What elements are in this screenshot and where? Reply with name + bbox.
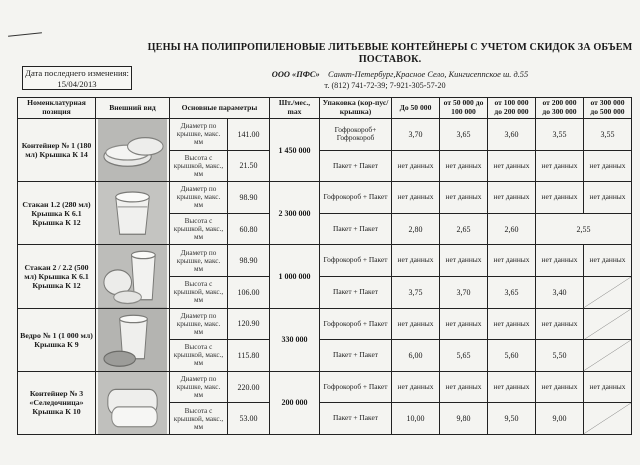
header-qty: Шт./мес., max (270, 98, 320, 119)
company-phones: т. (812) 741-72-39; 7-921-305-57-20 (324, 81, 446, 90)
param-value: 115.80 (228, 340, 270, 372)
monthly-qty: 1 450 000 (270, 119, 320, 182)
price-cell: нет данных (488, 182, 536, 214)
packaging: Пакет + Пакет (320, 340, 392, 372)
price-cell: нет данных (536, 245, 584, 277)
price-cell: 3,60 (488, 119, 536, 151)
price-cell: 2,80 (392, 213, 440, 245)
product-photo (96, 245, 170, 308)
price-cell: нет данных (536, 150, 584, 182)
product-name: Ведро № 1 (1 000 мл) Крышка К 9 (18, 308, 96, 371)
table-row (18, 245, 632, 277)
price-cell: нет данных (536, 182, 584, 214)
param-label: Высота с крышкой, макс., мм (170, 340, 228, 372)
price-cell: 5,65 (440, 340, 488, 372)
price-cell: нет данных (584, 245, 632, 277)
price-cell: нет данных (584, 182, 632, 214)
price-cell: 3,65 (488, 276, 536, 308)
packaging: Гофрокороб + Пакет (320, 245, 392, 277)
price-cell: нет данных (488, 150, 536, 182)
param-label: Диаметр по крышке, макс. мм (170, 119, 228, 151)
param-label: Диаметр по крышке, макс. мм (170, 182, 228, 214)
price-cell: нет данных (584, 150, 632, 182)
table-header-row (18, 98, 632, 119)
param-label: Высота с крышкой, макс., мм (170, 403, 228, 435)
header-pack: Упаковка (кор-пус/крышка) (320, 98, 392, 119)
price-cell: нет данных (440, 245, 488, 277)
packaging: Пакет + Пакет (320, 213, 392, 245)
param-value: 60.80 (228, 213, 270, 245)
product-photo (96, 119, 170, 182)
price-cell: 3,75 (392, 276, 440, 308)
param-label: Диаметр по крышке, макс. мм (170, 308, 228, 340)
scan-pen-mark (8, 32, 42, 37)
header-view: Внешний вид (96, 98, 170, 119)
packaging: Гофрокороб + Пакет (320, 308, 392, 340)
param-label: Диаметр по крышке, макс. мм (170, 245, 228, 277)
price-cell: нет данных (536, 308, 584, 340)
cup-image (98, 182, 167, 244)
price-cell: нет данных (440, 150, 488, 182)
empty-crossed-cell (584, 340, 632, 372)
price-cell: нет данных (488, 308, 536, 340)
price-cell: 9,00 (536, 403, 584, 435)
product-name: Стакан 1.2 (280 мл) Крышка К 6.1 Крышка К 12 (18, 182, 96, 245)
header-nomenclature: Номенклатурная позиция (18, 98, 96, 119)
monthly-qty: 1 000 000 (270, 245, 320, 308)
param-value: 98.90 (228, 245, 270, 277)
param-label: Высота с крышкой, макс., мм (170, 150, 228, 182)
param-value: 98.90 (228, 182, 270, 214)
price-cell: нет данных (392, 308, 440, 340)
price-cell: нет данных (392, 182, 440, 214)
price-cell: 5,60 (488, 340, 536, 372)
company-name: ООО «ПФС» (271, 70, 320, 79)
param-label: Высота с крышкой, макс., мм (170, 213, 228, 245)
product-photo (96, 371, 170, 434)
price-cell: 9,50 (488, 403, 536, 435)
price-cell: нет данных (392, 150, 440, 182)
bucket-image (98, 309, 167, 371)
product-name: Контейнер № 3 «Селедочница» Крышка К 10 (18, 371, 96, 434)
price-cell: 3,65 (440, 119, 488, 151)
monthly-qty: 330 000 (270, 308, 320, 371)
company-address: Санкт-Петербург,Красное Село, Кингисеппское ш. д.55 (328, 70, 529, 79)
table-row (18, 371, 632, 403)
price-cell: 3,70 (440, 276, 488, 308)
price-cell: 9,80 (440, 403, 488, 435)
price-cell: 6,00 (392, 340, 440, 372)
header-price-1: До 50 000 (392, 98, 440, 119)
header-price-3: от 100 000 до 200 000 (488, 98, 536, 119)
param-value: 53.00 (228, 403, 270, 435)
param-value: 220.00 (228, 371, 270, 403)
product-name: Контейнер № 1 (180 мл) Крышка К 14 (18, 119, 96, 182)
price-cell: 3,55 (536, 119, 584, 151)
price-cell: 3,40 (536, 276, 584, 308)
price-cell: нет данных (440, 182, 488, 214)
price-cell: нет данных (488, 245, 536, 277)
price-cell: нет данных (392, 371, 440, 403)
header-price-2: от 50 000 до 100 000 (440, 98, 488, 119)
price-cell: 2,65 (440, 213, 488, 245)
table-row (18, 308, 632, 340)
price-cell: нет данных (488, 371, 536, 403)
header-price-5: от 300 000 до 500 000 (584, 98, 632, 119)
empty-crossed-cell (584, 403, 632, 435)
tall-cup-image (98, 245, 167, 307)
round-container-image (98, 119, 167, 181)
param-label: Диаметр по крышке, макс. мм (170, 371, 228, 403)
empty-crossed-cell (584, 276, 632, 308)
price-cell: 5,50 (536, 340, 584, 372)
header-price-4: от 200 000 до 300 000 (536, 98, 584, 119)
table-row (18, 182, 632, 214)
param-value: 21.50 (228, 150, 270, 182)
price-cell: нет данных (440, 308, 488, 340)
packaging: Пакет + Пакет (320, 150, 392, 182)
oval-container-image (98, 372, 167, 434)
param-value: 120.90 (228, 308, 270, 340)
price-cell: 2,60 (488, 213, 536, 245)
packaging: Пакет + Пакет (320, 403, 392, 435)
monthly-qty: 200 000 (270, 371, 320, 434)
packaging: Гофрокороб + Пакет (320, 182, 392, 214)
price-cell: 3,70 (392, 119, 440, 151)
packaging: Гофрокороб+ Гофрокороб (320, 119, 392, 151)
price-table (17, 97, 632, 435)
price-cell: нет данных (536, 371, 584, 403)
price-cell: 10,00 (392, 403, 440, 435)
price-cell: 2,55 (536, 213, 632, 245)
header-params: Основные параметры (170, 98, 270, 119)
empty-crossed-cell (584, 308, 632, 340)
param-value: 106.00 (228, 276, 270, 308)
table-row (18, 119, 632, 151)
monthly-qty: 2 300 000 (270, 182, 320, 245)
product-name: Стакан 2 / 2.2 (500 мл) Крышка К 6.1 Крышка К 12 (18, 245, 96, 308)
param-value: 141.00 (228, 119, 270, 151)
param-label: Высота с крышкой, макс., мм (170, 276, 228, 308)
price-cell: нет данных (584, 371, 632, 403)
packaging: Гофрокороб + Пакет (320, 371, 392, 403)
price-cell: 3,55 (584, 119, 632, 151)
product-photo (96, 182, 170, 245)
product-photo (96, 308, 170, 371)
price-cell: нет данных (440, 371, 488, 403)
document-title: ЦЕНЫ НА ПОЛИПРОПИЛЕНОВЫЕ ЛИТЬЕВЫЕ КОНТЕЙНЕРЫ С УЧЕТОМ СКИДОК ЗА ОБЪЕМ ПОСТАВОК. (147, 42, 633, 65)
packaging: Пакет + Пакет (320, 276, 392, 308)
price-cell: нет данных (392, 245, 440, 277)
last-modified-date-box: Дата последнего изменения: 15/04/2013 (22, 66, 132, 90)
company-line (200, 70, 600, 79)
